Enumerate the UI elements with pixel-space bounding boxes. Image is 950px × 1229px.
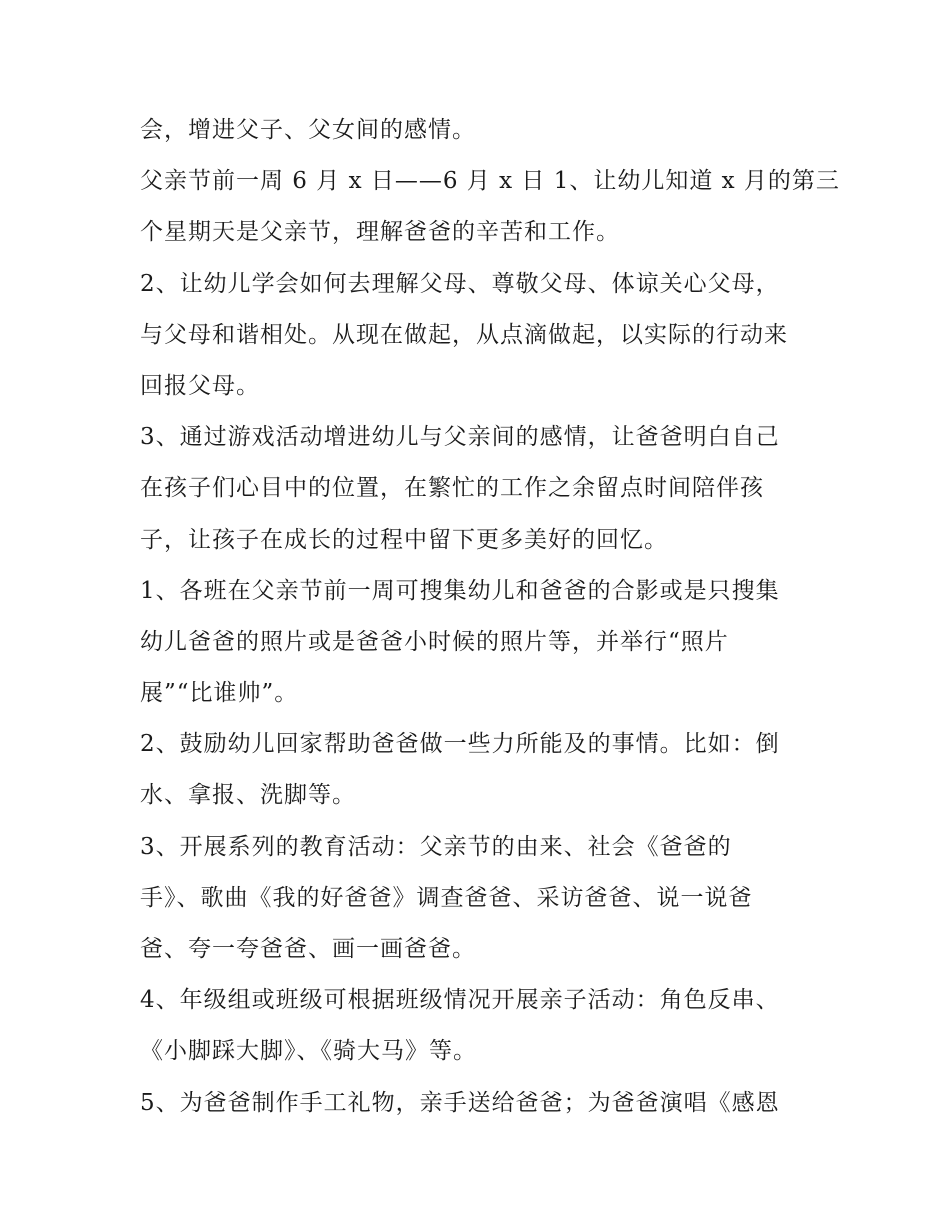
text-line: 回报父母。 — [140, 372, 260, 399]
text-line: 展”“比谁帅”。 — [140, 680, 299, 707]
text-line: 1、各班在父亲节前一周可搜集幼儿和爸爸的合影或是只搜集 — [140, 577, 780, 604]
text-line: 2、让幼儿学会如何去理解父母、尊敬父母、体谅关心父母， — [140, 270, 780, 297]
text-line: 与父母和谐相处。从现在做起，从点滴做起，以实际的行动来 — [140, 321, 788, 348]
text-line: 子，让孩子在成长的过程中留下更多美好的回忆。 — [140, 526, 668, 553]
text-line: 3、通过游戏活动增进幼儿与父亲间的感情，让爸爸明白自己 — [140, 424, 780, 451]
text-line: 手》、歌曲《我的好爸爸》调查爸爸、采访爸爸、说一说爸 — [140, 884, 753, 911]
text-line: 在孩子们心目中的位置，在繁忙的工作之余留点时间陪伴孩 — [140, 475, 764, 502]
text-line: 5、为爸爸制作手工礼物，亲手送给爸爸；为爸爸演唱《感恩 — [140, 1089, 780, 1116]
text-line: 《小脚踩大脚》、《骑大马》等。 — [140, 1038, 477, 1065]
text-line: 2、鼓励幼儿回家帮助爸爸做一些力所能及的事情。比如：倒 — [140, 731, 780, 758]
document-body — [140, 105, 840, 1129]
text-line: 个星期天是父亲节，理解爸爸的辛苦和工作。 — [140, 219, 620, 246]
text-line: 3、开展系列的教育活动：父亲节的由来、社会《爸爸的 — [140, 833, 732, 860]
text-line: 幼儿爸爸的照片或是爸爸小时候的照片等，并举行“照片 — [140, 628, 729, 655]
text-line: 爸、夸一夸爸爸、画一画爸爸。 — [140, 936, 476, 962]
text-line: 4、年级组或班级可根据班级情况开展亲子活动：角色反串、 — [140, 987, 780, 1014]
text-line: 水、拿报、洗脚等。 — [140, 782, 356, 809]
text-line: 父亲节前一周 6 月 x 日——6 月 x 日 1、让幼儿知道 x 月的第三 — [140, 168, 840, 195]
text-line: 会，增进父子、父女间的感情。 — [140, 117, 476, 143]
